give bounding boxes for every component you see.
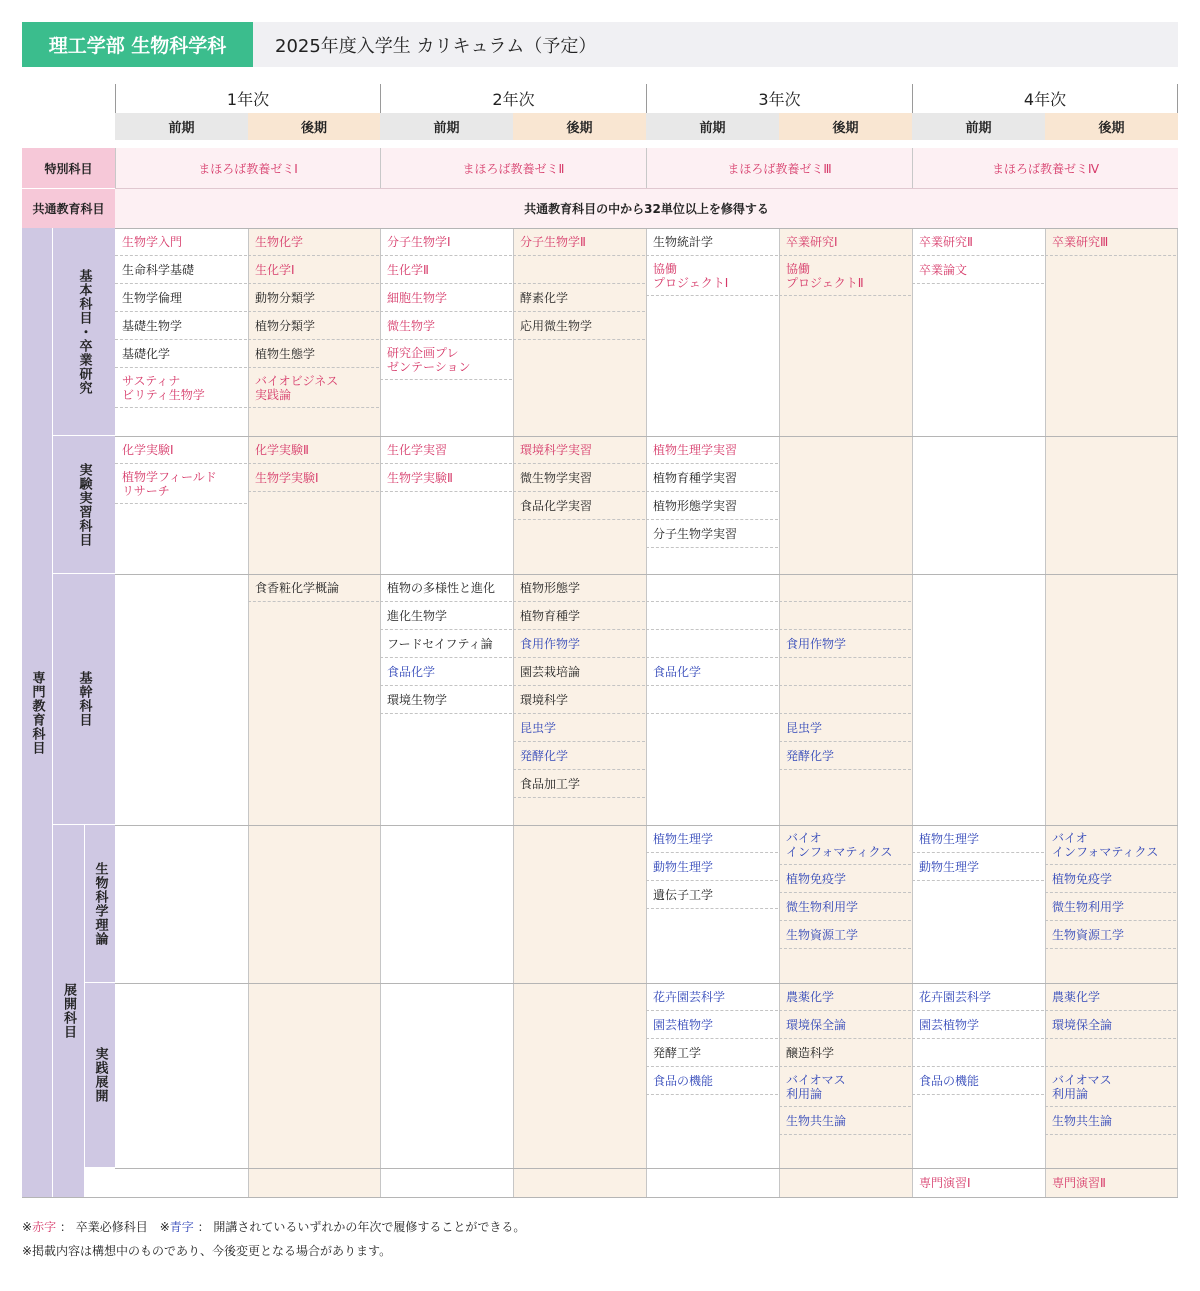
label-jikken: 実験実習科目 <box>52 436 115 574</box>
year-header-4: 4年次 <box>912 84 1178 113</box>
course-item: 生化学Ⅰ <box>248 256 379 284</box>
course-item: 生物化学 <box>248 228 379 256</box>
course-item: 植物形態学実習 <box>646 492 778 520</box>
course-item: 卒業論文 <box>912 256 1044 284</box>
course-item <box>779 602 911 630</box>
label-tenkai: 展開科目 <box>52 825 84 1197</box>
note-text: ： 卒業必修科目 ※ <box>56 1220 170 1234</box>
course-item: 昆虫学 <box>779 714 911 742</box>
course-item: 基礎生物学 <box>115 312 247 340</box>
course-item: 生物学実験Ⅱ <box>380 464 512 492</box>
course-item: 生物学実験Ⅰ <box>248 464 379 492</box>
disclaimer-note: ※掲載内容は構想中のものであり、今後変更となる場合があります。 <box>22 1244 392 1258</box>
year-header-3: 3年次 <box>646 84 912 113</box>
course-item: 食品化学 <box>646 658 778 686</box>
course-item <box>1045 1039 1176 1067</box>
common-education-note: 共通教育科目の中から32単位以上を修得する <box>115 188 1178 228</box>
course-item: 植物育種学実習 <box>646 464 778 492</box>
course-item: 植物学フィールド リサーチ <box>115 464 247 504</box>
course-item: 植物生理学 <box>646 825 778 853</box>
semester-header-5: 前期 <box>646 113 779 140</box>
semester-header-4: 後期 <box>513 113 646 140</box>
course-item: 生物共生論 <box>1045 1107 1176 1135</box>
course-item: 動物生理学 <box>646 853 778 881</box>
course-item: 協働 プロジェクトⅠ <box>646 256 778 296</box>
course-item: 植物分類学 <box>248 312 379 340</box>
course-item: 昆虫学 <box>513 714 645 742</box>
course-item: バイオ インフォマティクス <box>779 825 911 865</box>
course-item: 生命科学基礎 <box>115 256 247 284</box>
semester-header-3: 前期 <box>380 113 513 140</box>
course-item: 園芸植物学 <box>646 1011 778 1039</box>
note-text: ※ <box>22 1220 33 1234</box>
course-item: 生化学Ⅱ <box>380 256 512 284</box>
course-item: 細胞生物学 <box>380 284 512 312</box>
course-item <box>646 574 778 602</box>
course-item: フードセイフティ論 <box>380 630 512 658</box>
course-item: 分子生物学実習 <box>646 520 778 548</box>
course-item: 植物免疫学 <box>1045 865 1176 893</box>
course-item: 化学実験Ⅱ <box>248 436 379 464</box>
year-header-1: 1年次 <box>115 84 380 113</box>
course-item <box>513 256 645 284</box>
course-item: 微生物学実習 <box>513 464 645 492</box>
course-item: 卒業研究Ⅱ <box>912 228 1044 256</box>
special-seminar-2: まほろば教養ゼミⅡ <box>380 148 646 188</box>
course-item: 動物分類学 <box>248 284 379 312</box>
course-item: 卒業研究Ⅰ <box>779 228 911 256</box>
course-item: 生物資源工学 <box>1045 921 1176 949</box>
course-item: 発酵工学 <box>646 1039 778 1067</box>
label-kikan: 基幹科目 <box>52 574 115 825</box>
label-senmon: 専門教育科目 <box>22 228 52 1197</box>
course-item <box>646 686 778 714</box>
course-item: 植物生理学 <box>912 825 1044 853</box>
course-item: 食品の機能 <box>646 1067 778 1095</box>
grid-line <box>1177 228 1178 1197</box>
course-item: 花卉園芸科学 <box>646 983 778 1011</box>
course-item: 環境保全論 <box>779 1011 911 1039</box>
course-item: 植物育種学 <box>513 602 645 630</box>
grid-line <box>22 1197 1178 1198</box>
course-item: 食用作物学 <box>779 630 911 658</box>
course-item <box>646 630 778 658</box>
course-item: 食品化学実習 <box>513 492 645 520</box>
row-label-special: 特別科目 <box>22 148 115 188</box>
course-item: 微生物利用学 <box>1045 893 1176 921</box>
course-item: 環境生物学 <box>380 686 512 714</box>
course-item: 基礎化学 <box>115 340 247 368</box>
course-item: 化学実験Ⅰ <box>115 436 247 464</box>
course-item: 生物学倫理 <box>115 284 247 312</box>
course-item: 環境保全論 <box>1045 1011 1176 1039</box>
course-item: 食品加工学 <box>513 770 645 798</box>
course-item: 花卉園芸科学 <box>912 983 1044 1011</box>
semester-header-2: 後期 <box>248 113 380 140</box>
course-item: 食用作物学 <box>513 630 645 658</box>
page-title: 2025年度入学生 カリキュラム（予定） <box>253 22 1178 67</box>
course-item: 園芸植物学 <box>912 1011 1044 1039</box>
legend-note <box>22 1218 525 1235</box>
course-item: 分子生物学Ⅰ <box>380 228 512 256</box>
course-item: 醸造科学 <box>779 1039 911 1067</box>
semester-header-6: 後期 <box>779 113 912 140</box>
course-item: バイオマス 利用論 <box>1045 1067 1176 1107</box>
course-item <box>646 602 778 630</box>
course-item: 植物の多様性と進化 <box>380 574 512 602</box>
course-item: 分子生物学Ⅱ <box>513 228 645 256</box>
semester-header-7: 前期 <box>912 113 1045 140</box>
course-item: 植物免疫学 <box>779 865 911 893</box>
course-item: 環境科学 <box>513 686 645 714</box>
course-item: 応用微生物学 <box>513 312 645 340</box>
course-item: バイオマス 利用論 <box>779 1067 911 1107</box>
year-header-2: 2年次 <box>380 84 646 113</box>
course-item: 専門演習Ⅱ <box>1052 1175 1106 1190</box>
special-seminar-4: まほろば教養ゼミⅣ <box>912 148 1178 188</box>
course-item: 植物生態学 <box>248 340 379 368</box>
course-item: バイオ インフォマティクス <box>1045 825 1176 865</box>
course-item: 食香粧化学概論 <box>248 574 379 602</box>
course-item: バイオビジネス 実践論 <box>248 368 379 408</box>
course-item: 食品化学 <box>380 658 512 686</box>
course-item: 生物統計学 <box>646 228 778 256</box>
special-seminar-1: まほろば教養ゼミⅠ <box>115 148 380 188</box>
course-item <box>779 658 911 686</box>
course-item: 園芸栽培論 <box>513 658 645 686</box>
label-seibutsu: 生物科学理論 <box>84 825 115 983</box>
note-blue-label: 青字 <box>169 1220 194 1234</box>
course-item: 生物共生論 <box>779 1107 911 1135</box>
label-kihon: 基本科目・卒業研究 <box>52 228 115 436</box>
course-item: 発酵化学 <box>513 742 645 770</box>
course-item: 農薬化学 <box>1045 983 1176 1011</box>
semester-header-8: 後期 <box>1045 113 1178 140</box>
course-item <box>779 574 911 602</box>
course-item: 研究企画プレ ゼンテーション <box>380 340 512 380</box>
course-item: 専門演習Ⅰ <box>919 1175 971 1190</box>
course-item: 協働 プロジェクトⅡ <box>779 256 911 296</box>
course-item: 酵素化学 <box>513 284 645 312</box>
course-item <box>912 1039 1044 1067</box>
course-item: サスティナ ビリティ生物学 <box>115 368 247 408</box>
course-item <box>779 686 911 714</box>
row-label-common: 共通教育科目 <box>22 188 115 228</box>
course-item: 進化生物学 <box>380 602 512 630</box>
course-item: 生化学実習 <box>380 436 512 464</box>
semester-header-1: 前期 <box>115 113 248 140</box>
label-jissen: 実践展開 <box>84 983 115 1168</box>
course-item: 遺伝子工学 <box>646 881 778 909</box>
course-item: 生物資源工学 <box>779 921 911 949</box>
course-item: 発酵化学 <box>779 742 911 770</box>
course-item: 食品の機能 <box>912 1067 1044 1095</box>
special-seminar-3: まほろば教養ゼミⅢ <box>646 148 912 188</box>
note-text: ： 開講されているいずれかの年次で履修することができる。 <box>193 1220 526 1234</box>
course-item: 微生物学 <box>380 312 512 340</box>
course-item: 微生物利用学 <box>779 893 911 921</box>
note-red-label: 赤字 <box>32 1220 57 1234</box>
course-item: 植物形態学 <box>513 574 645 602</box>
course-item: 生物学入門 <box>115 228 247 256</box>
department-badge: 理工学部 生物科学科 <box>22 22 253 67</box>
course-item: 農薬化学 <box>779 983 911 1011</box>
course-item: 動物生理学 <box>912 853 1044 881</box>
course-item: 植物生理学実習 <box>646 436 778 464</box>
course-item: 卒業研究Ⅲ <box>1045 228 1176 256</box>
course-item: 環境科学実習 <box>513 436 645 464</box>
